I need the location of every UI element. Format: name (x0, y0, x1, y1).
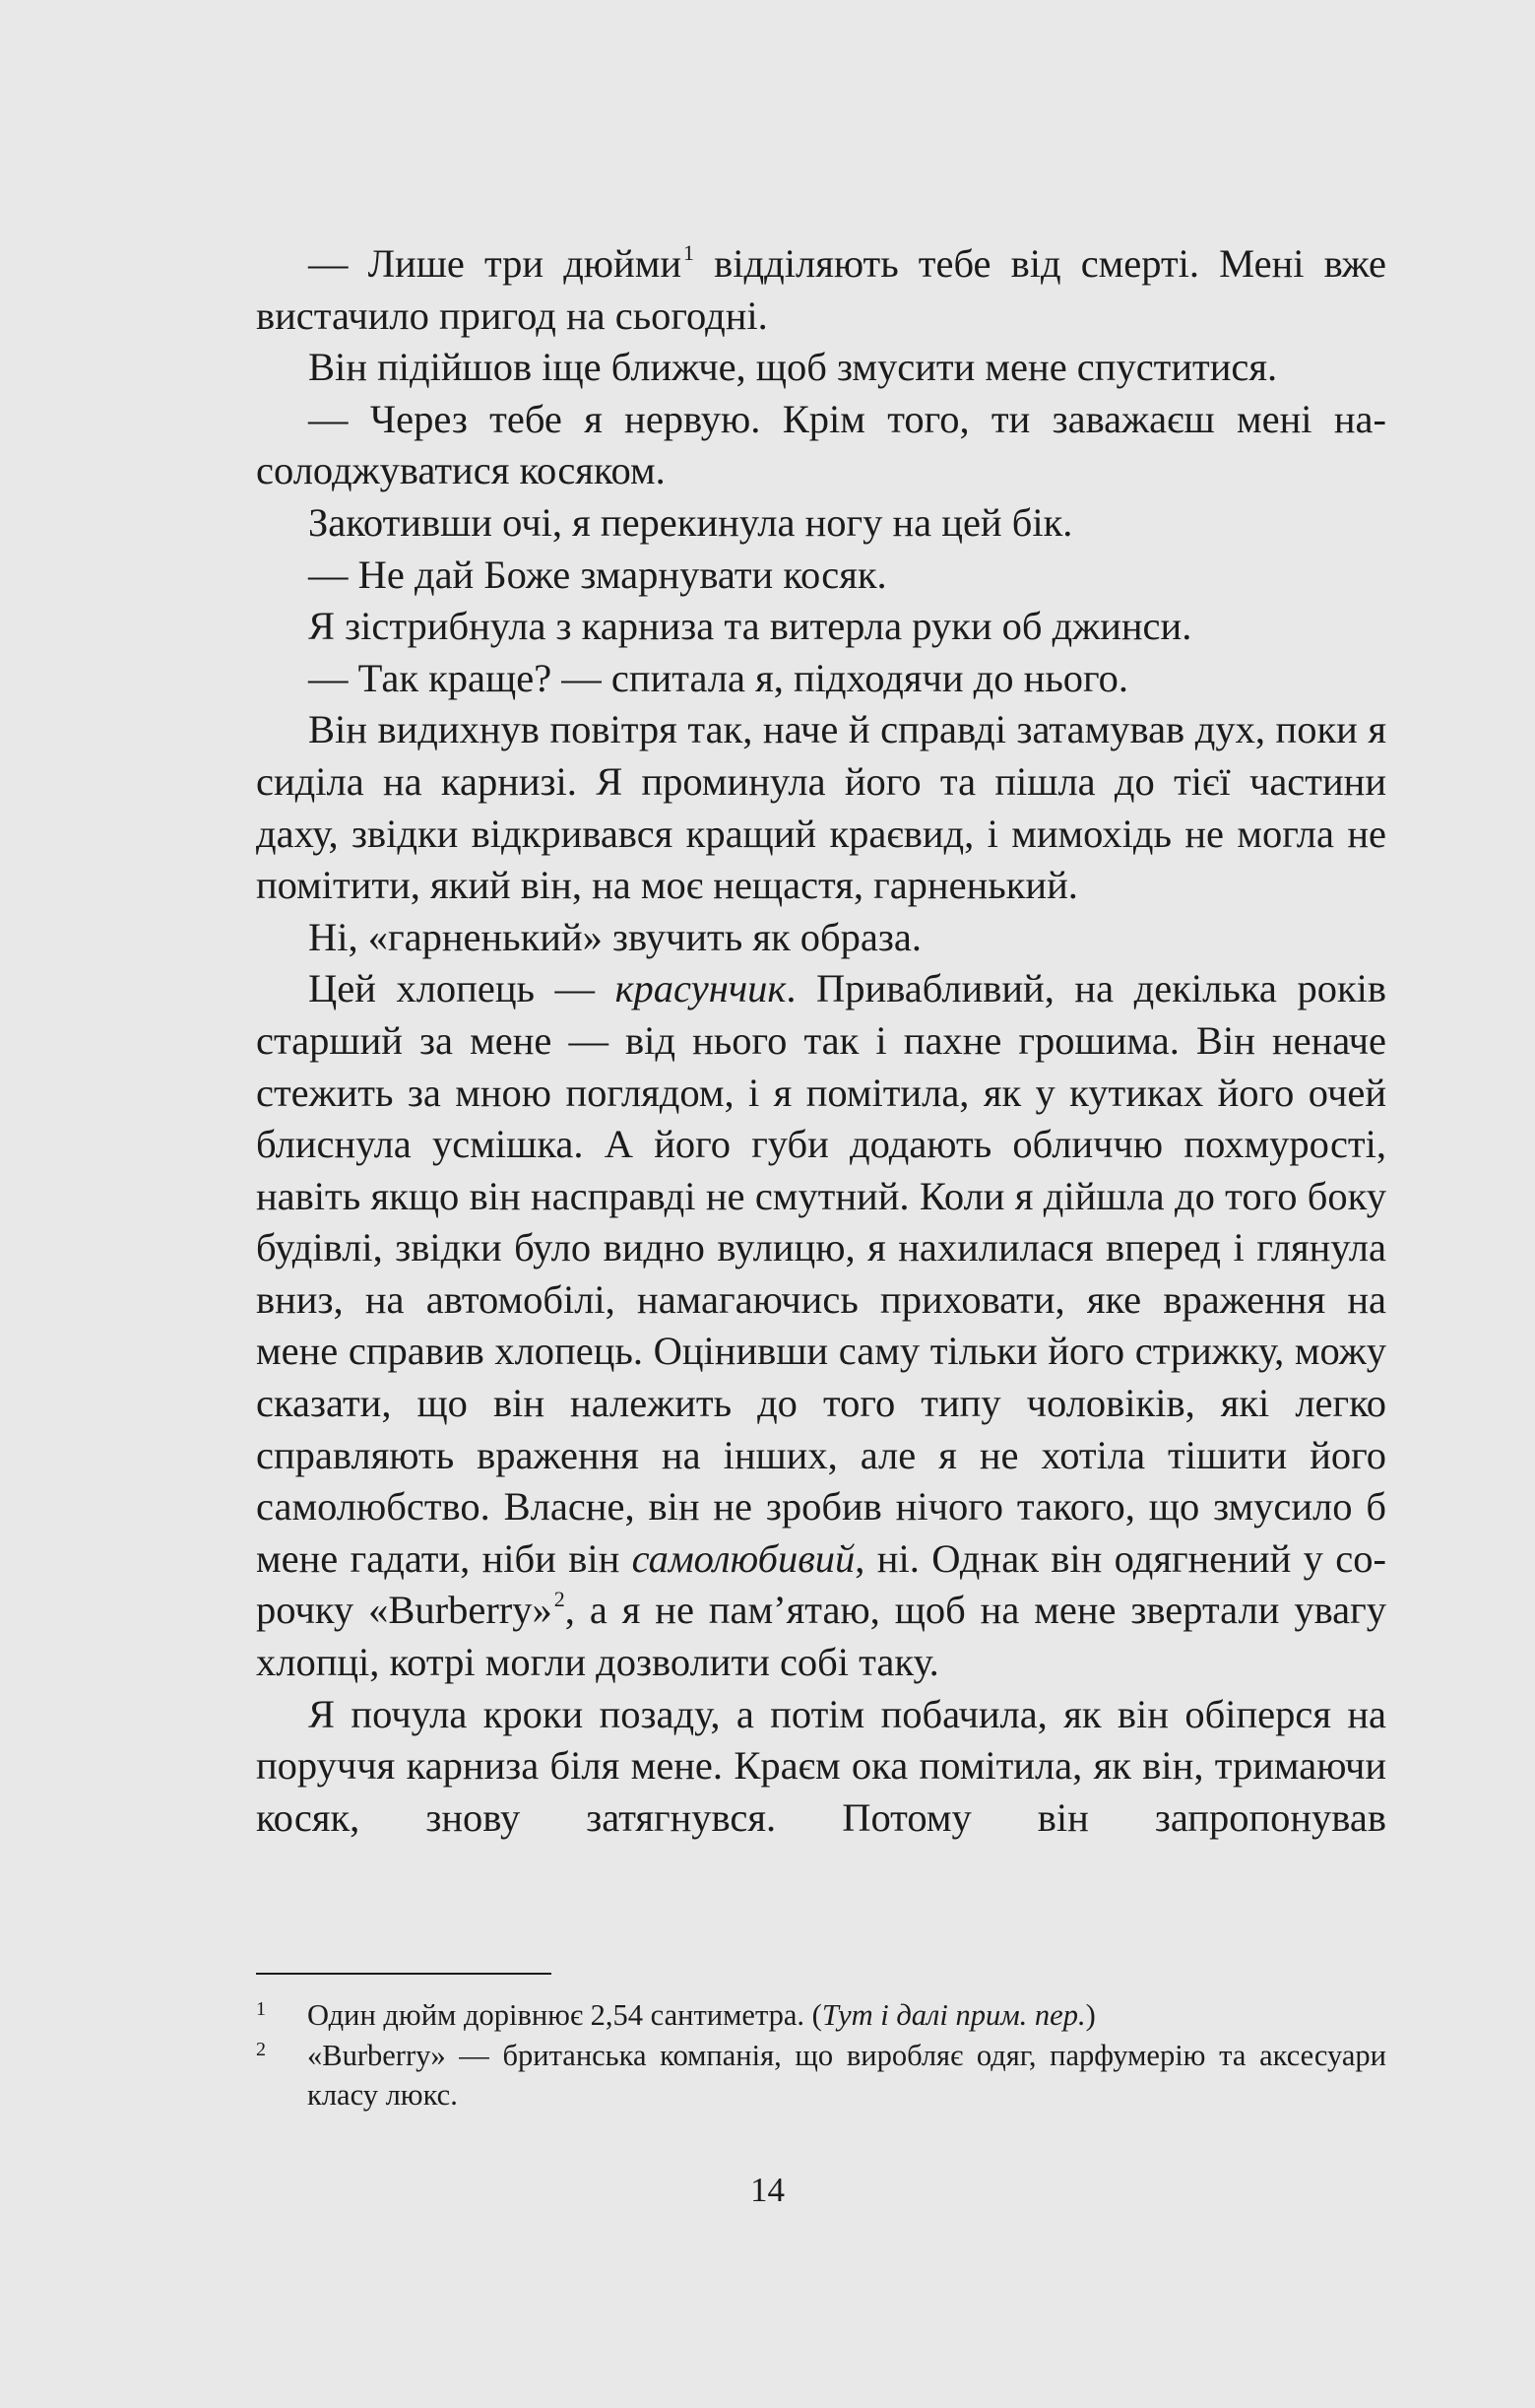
footnote-number: 2 (256, 2038, 266, 2060)
paragraph: Ні, «гарненький» звучить як образа. (308, 914, 922, 959)
footnote-number: 1 (256, 1998, 266, 2020)
emphasis: самолюбивий (631, 1535, 856, 1581)
paragraph: — Лише три дюйми$^1$ відділяють тебе від смерті. Мені вже вистачило пригод на сьогодні. (256, 240, 1387, 338)
paragraph: Закотивши очі, я перекинула ногу на цей бік. (308, 499, 1073, 545)
paragraph: Цей хлопець — красунчик. Привабливий, на декілька років старший за мене — від нього так і пахне грошима. Він неначе стежить за мною поглядом, і я помітила, як у кутиках його очей блиснула усмішка. А його губи додають обличчю похмурості, навіть якщо він насправді не смутний. Коли я дійшла до того боку будівлі, звідки було видно вулицю, я нахилилася вперед і глянула вниз, на автомобілі, намагаючись приховати, яке враження на мене справив хлопець. Оцінивши саму тільки його стрижку, можу сказати, що він належить до того типу чоловіків, які легко справляють враження на інших, але я не хотіла тішити його самолюбство. Власне, він не зробив нічого такого, що змусило б мене гадати, ніби він самолюбивий, ні. Однак він одягнений у сорочку «Burberry»$^2$, а я не пам’ятаю, щоб на мене звертали увагу хлопці, котрі могли дозволити собі таку. (256, 966, 1386, 1685)
page-number: 14 (750, 2171, 785, 2209)
emphasis: красунчик (614, 966, 787, 1011)
paragraph: — Не дай Боже змарнувати косяк. (308, 552, 887, 597)
paragraph: — Через тебе я нервую. Крім того, ти заважаєш мені насолоджуватися косяком. (256, 396, 1386, 493)
paragraph: — Так краще? — спитала я, підходячи до нього. (308, 655, 1129, 700)
footnotes (256, 1995, 1386, 2115)
footnote-ref[interactable]: 2 (553, 1587, 565, 1612)
footnote: 1 Один дюйм дорівнює 2,54 сантиметра. (Тут і далі прим. пер.) (256, 1998, 1096, 2032)
main-text (256, 238, 1386, 1844)
paragraph: Я зістрибнула з карниза та витерла руки об джинси. (308, 604, 1192, 649)
footnote-ref[interactable]: 1 (683, 240, 695, 265)
paragraph: Я почула кроки позаду, а потім побачила, як він обіперся на поруччя карниза біля мене. Краєм ока помітила, як він, тримаючи косяк, знову затягнувся. Потому він запропонував (256, 1691, 1386, 1840)
footnote-divider (256, 1973, 551, 1975)
paragraph: Він підійшов іще ближче, щоб змусити мене спуститися. (308, 345, 1278, 390)
footnote: 2 «Burberry» — британська компанія, що виробляє одяг, парфумерію та аксесуари класу люкс. (256, 2038, 1386, 2112)
paragraph: Він видихнув повітря так, наче й справді затамував дух, поки я сиділа на карнизі. Я проминула його та пішла до тієї частини даху, звідки відкривався кращий краєвид, і мимохідь не могла не помітити, який він, на моє нещастя, гарненький. (256, 707, 1386, 908)
